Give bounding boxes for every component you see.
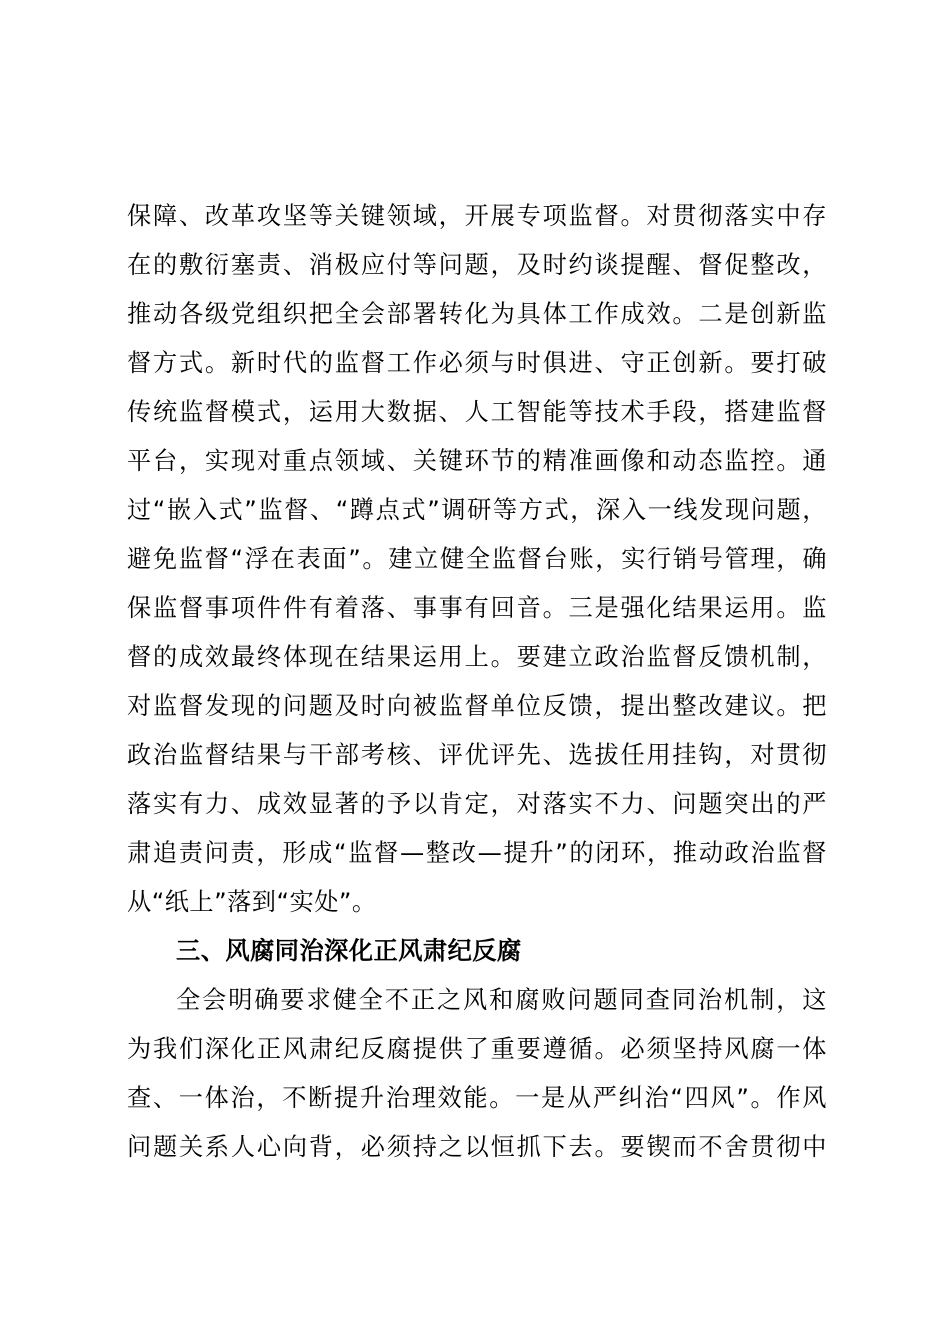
paragraph-line: 对监督发现的问题及时向被监督单位反馈，提出整改建议。把 — [127, 692, 827, 720]
paragraph-line: 平台，实现对重点领域、关键环节的精准画像和动态监控。通 — [127, 447, 827, 475]
paragraph-line: 传统监督模式，运用大数据、人工智能等技术手段，搭建监督 — [127, 398, 827, 426]
paragraph-line: 从“纸上”落到“实处”。 — [127, 888, 377, 916]
paragraph-line: 保障、改革攻坚等关键领域，开展专项监督。对贯彻落实中存 — [127, 202, 827, 230]
paragraph-line: 政治监督结果与干部考核、评优评先、选拔任用挂钩，对贯彻 — [127, 741, 827, 769]
paragraph-line: 督方式。新时代的监督工作必须与时俱进、守正创新。要打破 — [127, 349, 827, 377]
paragraph-line: 为我们深化正风肃纪反腐提供了重要遵循。必须坚持风腐一体 — [127, 1035, 827, 1063]
paragraph-line: 过“嵌入式”监督、“蹲点式”调研等方式，深入一线发现问题， — [127, 496, 827, 524]
paragraph-line: 在的敷衍塞责、消极应付等问题，及时约谈提醒、督促整改， — [127, 251, 827, 279]
document-body — [127, 192, 827, 1172]
paragraph-line: 查、一体治，不断提升治理效能。一是从严纠治“四风”。作风 — [127, 1084, 827, 1112]
paragraph-line: 肃追责问责，形成“监督—整改—提升”的闭环，推动政治监督 — [127, 839, 827, 867]
paragraph-line: 问题关系人心向背，必须持之以恒抓下去。要锲而不舍贯彻中 — [127, 1133, 827, 1161]
paragraph-line: 全会明确要求健全不正之风和腐败问题同查同治机制，这 — [176, 986, 827, 1014]
paragraph-line: 督的成效最终体现在结果运用上。要建立政治监督反馈机制， — [127, 643, 827, 671]
paragraph-line: 落实有力、成效显著的予以肯定，对落实不力、问题突出的严 — [127, 790, 827, 818]
paragraph-line: 避免监督“浮在表面”。建立健全监督台账，实行销号管理，确 — [127, 545, 827, 573]
paragraph-line: 保监督事项件件有着落、事事有回音。三是强化结果运用。监 — [127, 594, 827, 622]
section-heading: 三、风腐同治深化正风肃纪反腐 — [176, 937, 522, 965]
paragraph-line: 推动各级党组织把全会部署转化为具体工作成效。二是创新监 — [127, 300, 827, 328]
